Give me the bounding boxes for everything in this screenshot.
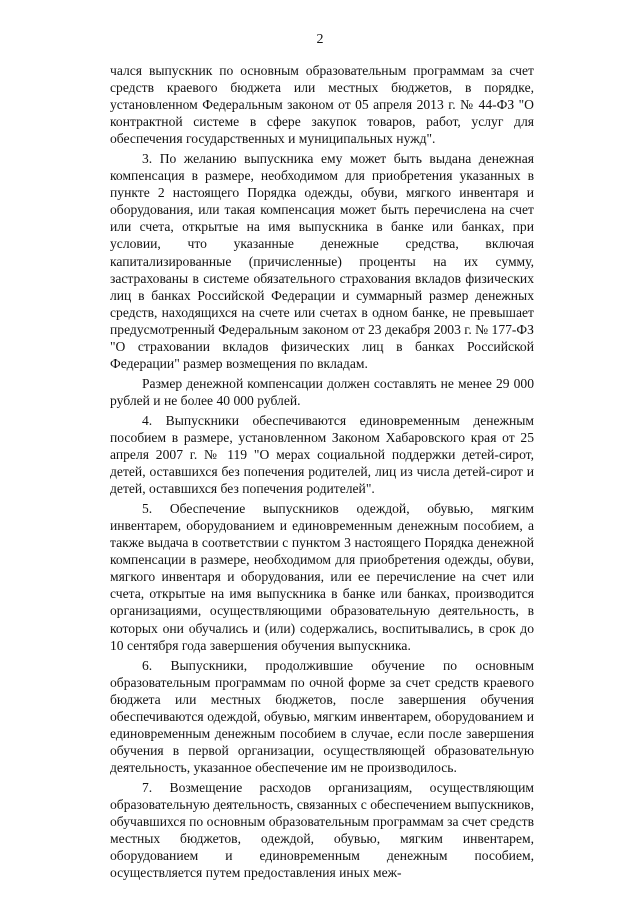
paragraph-item-7: 7. Возмещение расходов организациям, осуществляющим образовательную деятельность, связанных с обеспечением выпускников, обучавшихся по основным образовательным программам за счет средств местных бюджетов, одеждой, обувью, мягким инвентарем, оборудованием и единовременным денежным пособием, осуществляется путем предоставления иных меж- bbox=[110, 779, 534, 881]
paragraph-item-3: 3. По желанию выпускника ему может быть выдана денежная компенсация в размере, необходимом для приобретения указанных в пункте 2 настоящего Порядка одежды, обуви, мягкого инвентаря и оборудования, или такая компенсация может быть перечислена на счет или счета, открытые на имя выпускника в банке или банках, при условии, что указанные денежные средства, включая капитализированные (причисленные) проценты на их сумму, застрахованы в системе обязательного страхования вкладов физических лиц в банках Российской Федерации и суммарный размер денежных средств, находящихся на счете или счетах в одном банке, не превышает предусмотренный Федеральным законом от 23 декабря 2003 г. № 177-ФЗ "О страховании вкладов физических лиц в банках Российской Федерации" размер возмещения по вкладам. bbox=[110, 151, 534, 371]
paragraph-item-6: 6. Выпускники, продолжившие обучение по основным образовательным программам по очной форме за счет средств краевого бюджета или местных бюджетов, после завершения обучения обеспечиваются одеждой, обувью, мягким инвентарем, оборудованием и единовременным денежным пособием в случае, если после завершения обучения в первой организации, осуществляющей образовательную деятельность, указанное обеспечение им не производилось. bbox=[110, 657, 534, 775]
paragraph-item-4: 4. Выпускники обеспечиваются единовременным денежным пособием в размере, установленном Законом Хабаровского края от 25 апреля 2007 г. № 119 "О мерах социальной поддержки детей-сирот, детей, оставшихся без попечения родителей, лиц из числа детей-сирот и детей, оставшихся без попечения родителей". bbox=[110, 412, 534, 497]
paragraph-item-5: 5. Обеспечение выпускников одеждой, обувью, мягким инвентарем, оборудованием и единовременным денежным пособием, а также выдача в соответствии с пунктом 3 настоящего Порядка денежной компенсации в размере, необходимом для приобретения одежды, обуви, мягкого инвентаря и оборудования, или ее перечисление на счет или счета, открытые на имя выпускника в банке или банках, производится организациями, осуществляющими образовательную деятельность, в которых они обучались и (или) содержались, воспитывались, в срок до 10 сентября года завершения обучения выпускника. bbox=[110, 501, 534, 653]
page-number: 2 bbox=[316, 32, 324, 47]
paragraph-compensation-amount: Размер денежной компенсации должен составлять не менее 29 000 рублей и не более 40 000 рублей. bbox=[110, 375, 534, 408]
document-body bbox=[110, 62, 534, 884]
paragraph-continuation: чался выпускник по основным образовательным программам за счет средств краевого бюджета или местных бюджетов, в порядке, установленном Федеральным законом от 05 апреля 2013 г. № 44-ФЗ "О контрактной системе в сфере закупок товаров, работ, услуг для обеспечения государственных и муниципальных нужд". bbox=[110, 63, 534, 147]
